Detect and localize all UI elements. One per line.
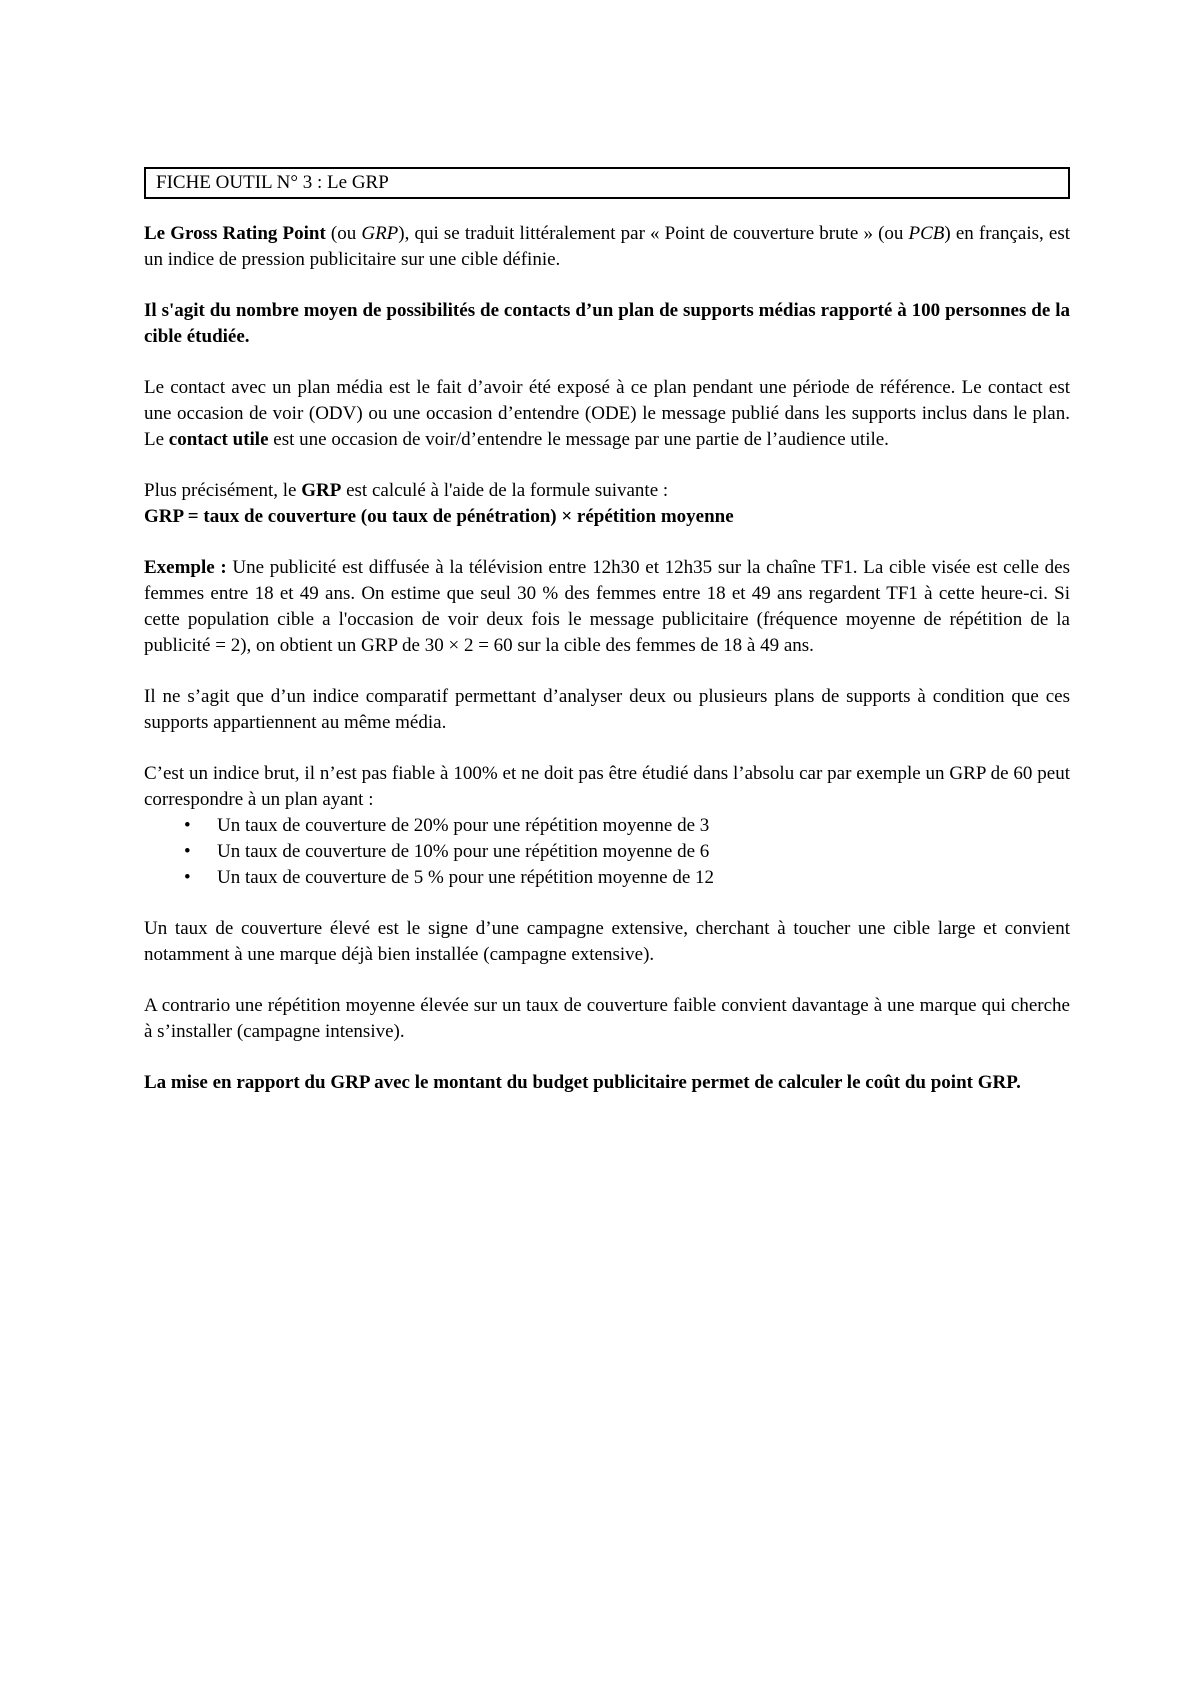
- title-box: [144, 167, 1070, 199]
- list-item-text: Un taux de couverture de 10% pour une répétition moyenne de 6: [217, 841, 710, 862]
- bullet-list: [144, 813, 1070, 891]
- formula-paragraph: [144, 478, 1070, 530]
- document-page: [144, 167, 1070, 1121]
- list-item: [184, 865, 1070, 891]
- example-label: Exemple :: [144, 557, 227, 578]
- comparative-paragraph: Il ne s’agit que d’un indice comparatif permettant d’analyser deux ou plusieurs plans de supports à condition que ces supports appartiennent au même média.: [144, 686, 1070, 733]
- list-item: [184, 813, 1070, 839]
- intro-text-2: ), qui se traduit littéralement par « Point de couverture brute » (ou: [398, 223, 909, 244]
- intro-text-3: ) en français, est un indice de pression publicitaire sur une cible définie.: [144, 223, 1070, 270]
- intro-term: Le Gross Rating Point: [144, 223, 326, 244]
- formula-text-2: est calculé à l'aide de la formule suivante :: [341, 480, 669, 501]
- intro-abbr-pcb: PCB: [908, 223, 945, 244]
- definition-paragraph: Il s'agit du nombre moyen de possibilités de contacts d’un plan de supports médias rapporté à 100 personnes de la cible étudiée.: [144, 300, 1070, 347]
- example-text: Une publicité est diffusée à la télévision entre 12h30 et 12h35 sur la chaîne TF1. La cible visée est celle des femmes entre 18 et 49 ans. On estime que seul 30 % des femmes entre 18 et 49 ans regardent TF1 à cette heure-ci. Si cette population cible a l'occasion de voir deux fois le message publicitaire (fréquence moyenne de répétition de la publicité = 2), on obtient un GRP de 30 × 2 = 60 sur la cible des femmes de 18 à 49 ans.: [144, 557, 1070, 656]
- intro-text-1: (ou: [325, 223, 362, 244]
- formula-text-1: Plus précisément, le: [144, 480, 302, 501]
- example-paragraph: [144, 555, 1070, 659]
- intro-paragraph: [144, 221, 1070, 273]
- intensive-paragraph: A contrario une répétition moyenne élevée sur un taux de couverture faible convient davantage à une marque qui cherche à s’installer (campagne intensive).: [144, 995, 1070, 1042]
- bullet-icon: •: [184, 841, 191, 862]
- formula-bold: GRP: [301, 480, 342, 501]
- contact-bold: contact utile: [168, 429, 269, 450]
- bullet-icon: •: [184, 867, 191, 888]
- brut-paragraph: C’est un indice brut, il n’est pas fiable à 100% et ne doit pas être étudié dans l’absolu car par exemple un GRP de 60 peut correspondre à un plan ayant :: [144, 763, 1070, 810]
- intro-abbr-grp: GRP: [361, 223, 399, 244]
- list-item: [184, 839, 1070, 865]
- title-prefix: FICHE OUTIL N° 3 :: [156, 172, 328, 193]
- conclusion-paragraph: La mise en rapport du GRP avec le montant du budget publicitaire permet de calculer le coût du point GRP.: [144, 1072, 1021, 1093]
- contact-text-1: Le contact avec un plan média est le fait d’avoir été exposé à ce plan pendant une période de référence. Le contact est une occasion de voir (ODV) ou une occasion d’entendre (ODE) le message publié dans les supports inclus dans le plan. Le: [144, 377, 1070, 450]
- contact-paragraph: [144, 375, 1070, 453]
- bullet-icon: •: [184, 815, 191, 836]
- extensive-paragraph: Un taux de couverture élevé est le signe d’une campagne extensive, cherchant à toucher une cible large et convient notamment à une marque déjà bien installée (campagne extensive).: [144, 918, 1070, 965]
- title-subject: Le GRP: [327, 172, 389, 193]
- contact-text-2: est une occasion de voir/d’entendre le message par une partie de l’audience utile.: [268, 429, 889, 450]
- list-item-text: Un taux de couverture de 20% pour une répétition moyenne de 3: [217, 815, 710, 836]
- formula-line: GRP = taux de couverture (ou taux de pénétration) × répétition moyenne: [144, 506, 734, 527]
- list-item-text: Un taux de couverture de 5 % pour une répétition moyenne de 12: [217, 867, 715, 888]
